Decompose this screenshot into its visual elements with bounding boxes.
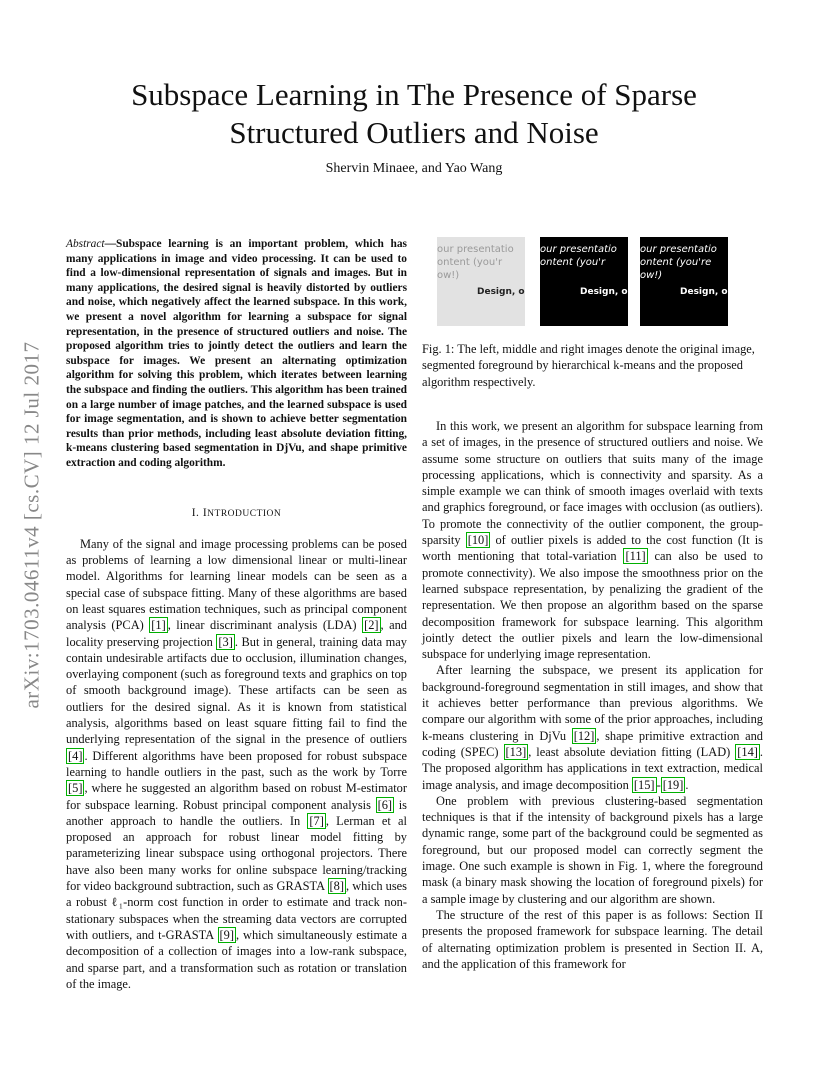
intro-paragraph-3: After learning the subspace, we present its application for background-foreground segmentation in still images, and show that it achieves better performance than previous algorithms. We compare our algorithm with some of the prior approaches, including k-means clustering in DjVu [12] , shape primitive extraction and coding (SPEC) [13] , least absolute deviation fitting (LAD) [14] . The proposed algorithm has applications in text extraction, medical image analysis, and image decomposition [15] - [19] . [422, 663, 764, 792]
arxiv-stamp [12, 288, 52, 763]
intro-paragraph-2: In this work, we present an algorithm for subspace learning from a set of images, in the presence of structured outliers and noise. We assume some structure on outliers that suits many of the image processing applications, which is connectivity and sparsity. As a simple example we can think of smooth images overlaid with texts and graphics foreground, or face images with occlusion (as outliers). To promote the connectivity of the outlier component, the group-sparsity [10] of outlier pixels is added to the cost function (It is worth mentioning that total-variation [11] can also be used to promote connectivity). We also impose the smoothness prior on the learned subspace representation, by penalizing the gradient of the representation. We then propose an algorithm based on the sparse decomposition framework for subspace learning. This algorithm jointly detect the outlier pixels and learn the low-dimensional subspace for underlying image representation. [422, 419, 763, 662]
thumb-design-text: Design, o [580, 287, 628, 297]
abstract-label: Abstract [66, 238, 105, 250]
citation-link[interactable]: [10] [467, 533, 489, 548]
abstract-text: —Subspace learning is an important problem, which has many applications in image and video processing. It can be used to find a low-dimensional representation of signals and images. But in many applications, the desired signal is heavily distorted by outliers and noise, which negatively affect the learned subspace. In this work, we present a novel algorithm for learning a subspace for signal representation, in the presence of structured outliers and noise. The proposed algorithm tries to jointly detect the outliers and learn the subspace for images. We present an alternating optimization algorithm for solving this problem, which iterates between learning the subspace and finding the outliers. This algorithm has been trained on a large number of image patches, and the learned subspace is used for image segmentation, and is shown to achieve better segmentation results than prior methods, including least absolute deviation fitting, k-means clustering based segmentation in DjVu, and shape primitive extraction and coding algorithm. [66, 238, 407, 469]
left-column [66, 237, 407, 992]
thumb-text-line: ontent (you'r [437, 257, 503, 268]
figure-original-image [437, 237, 525, 326]
section-number: I. [191, 506, 203, 519]
citation-link[interactable]: [15] [633, 777, 655, 792]
citation-link[interactable]: [4] [68, 748, 83, 763]
citation-link[interactable]: [2] [364, 618, 379, 633]
thumb-text-line: our presentatio [437, 244, 514, 255]
thumb-design-text: Design, o [477, 287, 525, 297]
thumb-text-line: ow!) [640, 270, 663, 281]
arxiv-stamp-text: arXiv:1703.04611v4 [cs.CV] 12 Jul 2017 [19, 341, 44, 709]
figure-proposed-foreground [640, 237, 728, 326]
citation-link[interactable]: [11] [625, 549, 646, 564]
thumb-design-text: Design, o [680, 287, 728, 297]
intro-paragraph-1: Many of the signal and image processing problems can be posed as problems of learning a low dimensional linear or multi-linear model. Algorithms for learning linear models can be seen as a special case of subspace fitting. Many of these algorithms are based on least squares estimation techniques, such as principal component analysis (PCA) [1] , linear discriminant analysis (LDA) [2] , and locality preserving projection [3] . But in general, training data may contain undesirable artifacts due to occlusion, illumination changes, overlaying component (such as foreground texts and graphics on top of smooth background image). These artifacts can be seen as outliers for the desired signal. As it is known from statistical analysis, algorithms based on least square fitting fail to find the underlying representation of the signal in the presence of outliers [4] . Different algorithms have been proposed for robust subspace learning to handle outliers in the past, such as the work by Torre [5] , where he suggested an algorithm based on robust M-estimator for subspace learning. Robust principal component analysis [6] is another approach to handle the outliers. In [7] , Lerman et al proposed an approach for robust linear model fitting by parameterizing linear subspace using orthogonal projectors. There have also been many works for online subspace learning/tracking for video background subtraction, such as GRASTA [8] , which uses a robust ℓ₁-norm cost function in order to estimate and track non-stationary subspaces when the streaming data vectors are corrupted with outliers, and t-GRASTA [9] , which simultaneously estimate a decomposition of a collection of images into a low-rank subspace, and sparse part, and a transformation such as rotation or translation of the image. [66, 536, 407, 991]
thumb-text-line [540, 269, 628, 282]
citation-link[interactable]: [6] [377, 797, 393, 812]
citation-link[interactable]: [12] [573, 728, 595, 743]
figure-1-caption: Fig. 1: The left, middle and right images denote the original image, segmented foreground by hierarchical k-means and the proposed algorithm respectively. [422, 342, 755, 389]
thumb-text-line: ontent (you're [640, 257, 712, 268]
figure-kmeans-foreground [540, 237, 628, 326]
citation-link[interactable]: [7] [309, 813, 324, 828]
figure-1-images [428, 237, 728, 327]
section-title-rest: NTRODUCTION [207, 508, 282, 519]
citation-link[interactable]: [5] [68, 781, 83, 796]
paper-title [0, 76, 828, 152]
thumb-text-line: ontent (you'r [540, 257, 606, 268]
intro-paragraph-5: The structure of the rest of this paper is as follows: Section II presents the proposed framework for subspace learning. The detail of alternating optimization problem is presented in Section II. A, and the application of this framework for [422, 907, 763, 971]
citation-link[interactable]: [14] [737, 744, 758, 759]
citation-link[interactable]: [9] [219, 927, 234, 942]
citation-link[interactable]: [3] [218, 634, 233, 649]
citation-link[interactable]: [13] [505, 744, 527, 759]
right-column [422, 418, 763, 972]
citation-link[interactable]: [1] [151, 618, 166, 633]
thumb-text-line: our presentatio [640, 244, 717, 255]
thumb-text-line: ow!) [437, 270, 460, 281]
paper-title-line-2: Structured Outliers and Noise [229, 115, 599, 150]
paper-title-line-1: Subspace Learning in The Presence of Sparse [131, 77, 697, 112]
intro-paragraph-4: One problem with previous clustering-based segmentation techniques is that if the intensity of background pixels has a large dynamic range, some part of the background could be segmented as foreground, but our proposed model can correctly segment the image. One such example is shown in Fig. 1, where the foreground mask (a binary mask showing the location of foreground pixels) for a sample image by clustering and our algorithm are shown. [422, 793, 763, 906]
paper-authors: Shervin Minaee, and Yao Wang [325, 161, 503, 176]
thumb-text-line: our presentatio [540, 244, 617, 255]
section-heading-introduction [66, 505, 407, 522]
citation-link[interactable]: [8] [329, 879, 344, 894]
section-title-first: I [202, 506, 208, 519]
abstract [66, 237, 407, 471]
citation-link[interactable]: [19] [662, 777, 684, 792]
